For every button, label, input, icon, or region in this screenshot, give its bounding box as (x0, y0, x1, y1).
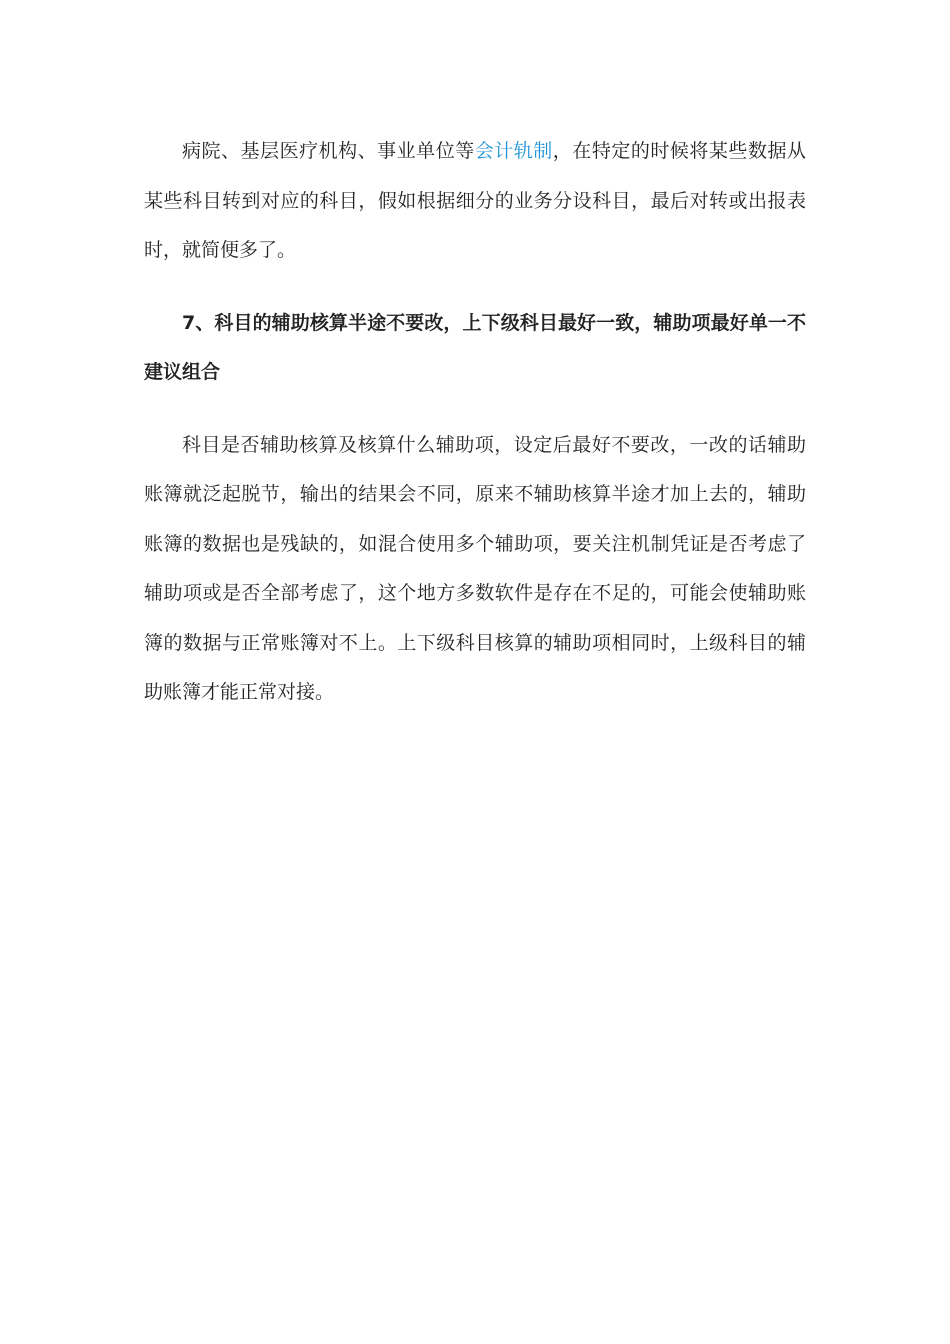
paragraph-text-after-link: ，在特定的时候将某些数据从某些科目转到对应的科目，假如根据细分的业务分设科目，最后对转或出报表时，就简便多了。 (144, 140, 806, 261)
section-heading-7: 7、科目的辅助核算半途不要改，上下级科目最好一致，辅助项最好单一不建议组合 (144, 311, 806, 383)
paragraph-text-before-link: 病院、基层医疗机构、事业单位等 (182, 140, 475, 162)
paragraph-auxiliary-accounting: 科目是否辅助核算及核算什么辅助项，设定后最好不要改，一改的话辅助账簿就泛起脱节，输出的结果会不同，原来不辅助核算半途才加上去的，辅助账簿的数据也是残缺的，如混合使用多个辅助项，要关注机制凭证是否考虑了辅助项或是否全部考虑了，这个地方多数软件是存在不足的，可能会使辅助账簿的数据与正常账簿对不上。上下级科目核算的辅助项相同时，上级科目的辅助账簿才能正常对接。 (144, 433, 806, 703)
paragraph-accounting-system (144, 127, 806, 276)
document-body (144, 127, 806, 718)
accounting-system-link[interactable]: 会计轨制 (474, 140, 553, 162)
